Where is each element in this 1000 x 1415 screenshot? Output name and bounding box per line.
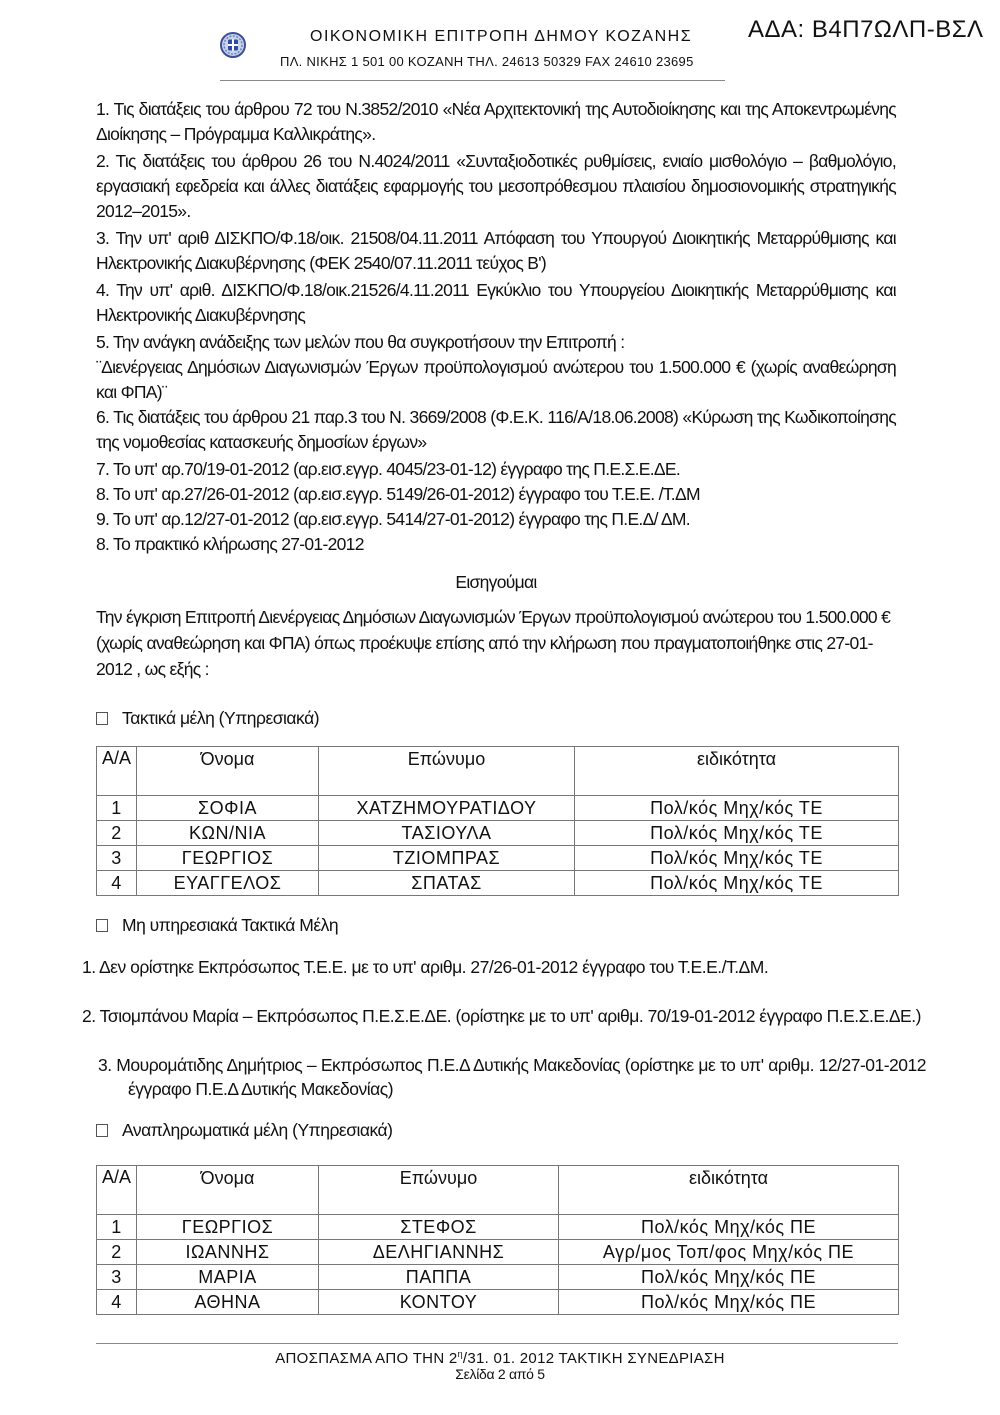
section-title: Μη υπηρεσιακά Τακτικά Μέλη bbox=[122, 915, 339, 935]
table-row bbox=[97, 1265, 899, 1290]
cell-specialty: Πολ/κός Μηχ/κός ΤΕ bbox=[575, 796, 899, 821]
cell-name: ΓΕΩΡΓΙΟΣ bbox=[137, 1215, 319, 1240]
non-service-member-item: 2. Τσιομπάνου Μαρία – Εκπρόσωπος Π.Ε.Σ.Ε.ΔΕ. (ορίστηκε με το υπ' αριθμ. 70/19-01-2012 έγγραφο Π.Ε.Σ.Ε.ΔΕ.) bbox=[82, 1006, 921, 1026]
cell-aa: 1 bbox=[97, 1215, 137, 1240]
consideration-item: 5. Την ανάγκη ανάδειξης των μελών που θα συγκροτήσουν την Επιτροπή : bbox=[96, 332, 625, 352]
col-header-surname: Επώνυμο bbox=[319, 1166, 559, 1215]
section-title: Τακτικά μέλη (Υπηρεσιακά) bbox=[122, 708, 320, 728]
cell-aa: 2 bbox=[97, 821, 137, 846]
footer-sup: η bbox=[457, 1349, 463, 1359]
cell-name: ΕΥΑΓΓΕΛΟΣ bbox=[137, 871, 319, 896]
non-service-member-item: 1. Δεν ορίστηκε Εκπρόσωπος Τ.Ε.Ε. με το υπ' αριθμ. 27/26-01-2012 έγγραφο του Τ.Ε.Ε./Τ.ΔΜ. bbox=[82, 957, 769, 977]
page-number: Σελίδα 2 από 5 bbox=[455, 1366, 545, 1382]
col-header-specialty: ειδικότητα bbox=[559, 1166, 899, 1215]
footer-suffix: /31. 01. 2012 ΤΑΚΤΙΚΗ ΣΥΝΕΔΡΙΑΣΗ bbox=[462, 1350, 725, 1367]
consideration-item: 2. Τις διατάξεις του άρθρου 26 του Ν.4024/2011 «Συνταξιοδοτικές ρυθμίσεις, ενιαίο μισθολόγιο – βαθμολόγιο, εργασιακή εφεδρεία και άλλες διατάξεις εφαρμογής του μεσοπρόθεσμου πλαισίου δημοσιονομικής στρατηγικής 2012–2015». bbox=[96, 151, 896, 221]
table-row bbox=[97, 1290, 899, 1315]
cell-aa: 4 bbox=[97, 871, 137, 896]
col-header-surname: Επώνυμο bbox=[319, 747, 575, 796]
cell-name: ΓΕΩΡΓΙΟΣ bbox=[137, 846, 319, 871]
col-header-name: Όνομα bbox=[137, 747, 319, 796]
cell-name: ΙΩΑΝΝΗΣ bbox=[137, 1240, 319, 1265]
cell-name: ΜΑΡΙΑ bbox=[137, 1265, 319, 1290]
regular-members-heading bbox=[96, 708, 319, 729]
table-row bbox=[97, 1240, 899, 1265]
considerations-list bbox=[96, 97, 896, 557]
cell-name: ΣΟΦΙΑ bbox=[137, 796, 319, 821]
table-row bbox=[97, 821, 899, 846]
consideration-item: 7. Το υπ' αρ.70/19-01-2012 (αρ.εισ.εγγρ. 4045/23-01-12) έγγραφο της Π.Ε.Σ.Ε.ΔΕ. bbox=[96, 459, 681, 479]
footer-prefix: ΑΠΟΣΠΑΣΜΑ ΑΠΟ ΤΗΝ 2 bbox=[275, 1350, 458, 1367]
cell-surname: ΧΑΤΖΗΜΟΥΡΑΤΙΔΟΥ bbox=[319, 796, 575, 821]
cell-aa: 3 bbox=[97, 846, 137, 871]
cell-aa: 1 bbox=[97, 796, 137, 821]
organization-address: ΠΛ. ΝΙΚΗΣ 1 501 00 ΚΟΖΑΝΗ ΤΗΛ. 24613 50329 FAX 24610 23695 bbox=[280, 54, 694, 69]
consideration-item: 6. Τις διατάξεις του άρθρου 21 παρ.3 του Ν. 3669/2008 (Φ.Ε.Κ. 116/Α/18.06.2008) «Κύρωση της Κωδικοποίησης της νομοθεσίας κατασκευής δημοσίων έργων» bbox=[96, 407, 896, 452]
section-title: Αναπληρωματικά μέλη (Υπηρεσιακά) bbox=[122, 1120, 393, 1140]
cell-specialty: Αγρ/μος Τοπ/φος Μηχ/κός ΠΕ bbox=[559, 1240, 899, 1265]
ada-code: ΑΔΑ: Β4Π7ΩΛΠ-ΒΣΛ bbox=[748, 16, 984, 43]
substitute-members-heading bbox=[96, 1120, 393, 1141]
cell-surname: ΣΤΕΦΟΣ bbox=[319, 1215, 559, 1240]
cell-name: ΚΩΝ/ΝΙΑ bbox=[137, 821, 319, 846]
cell-specialty: Πολ/κός Μηχ/κός ΠΕ bbox=[559, 1290, 899, 1315]
col-header-aa: Α/Α bbox=[97, 1166, 137, 1215]
consideration-item: 3. Την υπ' αριθ ΔΙΣΚΠΟ/Φ.18/οικ. 21508/04.11.2011 Απόφαση του Υπουργού Διοικητικής Μεταρρύθμισης και Ηλεκτρονικής Διακυβέρνησης (ΦΕΚ 2540/07.11.2011 τεύχος Β') bbox=[96, 228, 896, 273]
committee-title-quote: ¨Διενέργειας Δημόσιων Διαγωνισμών Έργων προϋπολογισμού ανώτερου του 1.500.000 € (χωρίς αναθεώρηση και ΦΠΑ)¨ bbox=[96, 357, 896, 402]
table-row bbox=[97, 796, 899, 821]
table-header-row bbox=[97, 1166, 899, 1215]
checkbox-bullet-icon bbox=[96, 712, 108, 725]
cell-surname: ΤΑΣΙΟΥΛΑ bbox=[319, 821, 575, 846]
cell-specialty: Πολ/κός Μηχ/κός ΠΕ bbox=[559, 1265, 899, 1290]
cell-surname: ΚΟΝΤΟΥ bbox=[319, 1290, 559, 1315]
cell-aa: 2 bbox=[97, 1240, 137, 1265]
table-row bbox=[97, 1215, 899, 1240]
cell-surname: ΤΖΙΟΜΠΡΑΣ bbox=[319, 846, 575, 871]
consideration-item: 4. Την υπ' αριθ. ΔΙΣΚΠΟ/Φ.18/οικ.21526/4.11.2011 Εγκύκλιο του Υπουργείου Διοικητικής Μεταρρύθμισης και Ηλεκτρονικής Διακυβέρνησης bbox=[96, 280, 896, 325]
cell-specialty: Πολ/κός Μηχ/κός ΤΕ bbox=[575, 871, 899, 896]
cell-aa: 3 bbox=[97, 1265, 137, 1290]
checkbox-bullet-icon bbox=[96, 1124, 108, 1137]
consideration-item: 1. Τις διατάξεις του άρθρου 72 του Ν.3852/2010 «Νέα Αρχιτεκτονική της Αυτοδιοίκησης και της Αποκεντρωμένης Διοίκησης – Πρόγραμμα Καλλικράτης». bbox=[96, 99, 896, 144]
proposal-text: Την έγκριση Επιτροπή Διενέργειας Δημόσιων Διαγωνισμών Έργων προϋπολογισμού ανώτερου του 1.500.000 € (χωρίς αναθεώρηση και ΦΠΑ) όπως προέκυψε επίσης από την κλήρωση που πραγματοποιήθηκε στις 27-01-2012 , ως εξής : bbox=[96, 607, 891, 679]
consideration-item: 8. Το υπ' αρ.27/26-01-2012 (αρ.εισ.εγγρ. 5149/26-01-2012) έγγραφο του Τ.Ε.Ε. /Τ.ΔΜ bbox=[96, 484, 700, 504]
cell-surname: ΣΠΑΤΑΣ bbox=[319, 871, 575, 896]
consideration-item: 9. Το υπ' αρ.12/27-01-2012 (αρ.εισ.εγγρ. 5414/27-01-2012) έγγραφο της Π.Ε.Δ/ ΔΜ. bbox=[96, 509, 690, 529]
table-row bbox=[97, 871, 899, 896]
footer-divider bbox=[96, 1343, 898, 1344]
header-divider bbox=[220, 80, 725, 81]
footer-session-line bbox=[0, 1349, 1000, 1367]
cell-specialty: Πολ/κός Μηχ/κός ΤΕ bbox=[575, 821, 899, 846]
cell-surname: ΠΑΠΠΑ bbox=[319, 1265, 559, 1290]
proposal-heading: Εισηγούμαι bbox=[455, 572, 537, 592]
cell-surname: ΔΕΛΗΓΙΑΝΝΗΣ bbox=[319, 1240, 559, 1265]
consideration-item: 8. Το πρακτικό κλήρωσης 27-01-2012 bbox=[96, 534, 364, 554]
greek-coat-of-arms-icon bbox=[220, 32, 246, 58]
non-service-member-item: 3. Μουρομάτιδης Δημήτριος – Εκπρόσωπος Π.Ε.Δ Δυτικής Μακεδονίας (ορίστηκε με το υπ' αριθμ. 12/27-01-2012 έγγραφο Π.Ε.Δ Δυτικής Μακεδονίας) bbox=[98, 1055, 926, 1099]
col-header-specialty: ειδικότητα bbox=[575, 747, 899, 796]
cell-aa: 4 bbox=[97, 1290, 137, 1315]
cell-specialty: Πολ/κός Μηχ/κός ΠΕ bbox=[559, 1215, 899, 1240]
col-header-name: Όνομα bbox=[137, 1166, 319, 1215]
organization-title: ΟΙΚΟΝΟΜΙΚΗ ΕΠΙΤΡΟΠΗ ΔΗΜΟΥ ΚΟΖΑΝΗΣ bbox=[310, 28, 693, 45]
table-header-row bbox=[97, 747, 899, 796]
regular-members-table bbox=[96, 746, 899, 896]
cell-specialty: Πολ/κός Μηχ/κός ΤΕ bbox=[575, 846, 899, 871]
non-service-members-heading bbox=[96, 915, 338, 936]
cell-name: ΑΘΗΝΑ bbox=[137, 1290, 319, 1315]
table-row bbox=[97, 846, 899, 871]
checkbox-bullet-icon bbox=[96, 919, 108, 932]
col-header-aa: Α/Α bbox=[97, 747, 137, 796]
substitute-members-table bbox=[96, 1165, 899, 1315]
